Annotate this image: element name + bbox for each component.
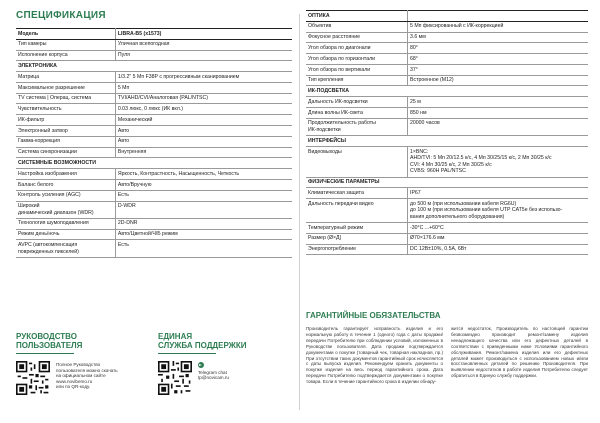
spec-key: Угол обзора по вертикали (306, 64, 408, 75)
spec-row (16, 218, 292, 229)
spec-value: Яркость, Контрастность, Насыщенность, Четкость (115, 169, 292, 180)
manual-text-line: пользователя можно скачать (56, 367, 118, 373)
spec-key (16, 201, 115, 218)
warranty-text-col-1: Производитель гарантирует исправность изделия и его нормальную работу в течение 1 (одного) года с даты продажи/передачи Потребителю при соблюдении условий, изложенных в Руководстве пользователя. Дата продажи подтверждается документами о покупке (товарный чек, товарная накладная, пр.) При отсутствии таких документов гарантийный срок исчисляется с даты выпуска изделия. Рекомендуем хранить документы о покупке изделия на весь период гарантийного срока. Дата передачи Потребителю подтверждается документами о покупке товара. Если в течение гарантийного срока в изделии обнару- (306, 326, 443, 385)
right-column (306, 10, 588, 255)
section-heading: ИК-ПОДСВЕТКА (306, 86, 588, 97)
spec-row (306, 97, 588, 108)
spec-row (16, 229, 292, 240)
spec-value: D-WDR (115, 201, 292, 218)
spec-value: Авто/Вручную (115, 179, 292, 190)
spec-key: TV система | Операц. система (16, 93, 115, 104)
support-title-line: СЛУЖБА ПОДДЕРЖКИ (158, 341, 247, 350)
spec-key: Фокусное расстояние (306, 32, 408, 43)
spec-key: Тип камеры (16, 39, 115, 50)
spec-row (16, 39, 292, 50)
spec-value: 25 м (408, 97, 588, 108)
spec-key: Технология шумоподавления (16, 218, 115, 229)
spec-key: Контроль усиления (AGC) (16, 190, 115, 201)
spec-value-line: до 100 м (при использовании кабеля UTP CAT5e без использо- (410, 207, 563, 214)
spec-row (16, 104, 292, 115)
spec-value: LIBRA-B5 (x1573) (115, 29, 292, 40)
warranty-section (306, 311, 588, 385)
manual-title (16, 332, 146, 350)
spec-row (306, 188, 588, 199)
warranty-title: ГАРАНТИЙНЫЕ ОБЯЗАТЕЛЬСТВА (306, 311, 441, 320)
spec-value: Авто/Цветной/Ч/Б режим (115, 229, 292, 240)
spec-value: TVI/AHD/CVI/Аналоговая (PAL/NTSC) (115, 93, 292, 104)
spec-row (306, 136, 588, 147)
spec-value: 5 Мп фиксированный с ИК-коррекцией (408, 21, 588, 32)
manual-title-line: РУКОВОДСТВО (16, 332, 77, 341)
spec-row (306, 21, 588, 32)
telegram-label: Telegram chat (198, 369, 227, 375)
spec-key: Дальность ИК-подсветки (306, 97, 408, 108)
spec-value: 5 Мп (115, 82, 292, 93)
manual-text-line: или по QR-коду. (56, 384, 91, 390)
manual-title-underline (16, 353, 74, 354)
spec-key-line: динамический диапазон (WDR) (18, 209, 94, 216)
support-title-line: ЕДИНАЯ (158, 332, 193, 341)
spec-key: Объектив (306, 21, 408, 32)
spec-value: 20000 часов (408, 118, 588, 135)
spec-value: Внутренняя (115, 147, 292, 158)
spec-row (16, 158, 292, 169)
spec-row (306, 199, 588, 223)
spec-value: 850 нм (408, 108, 588, 119)
support-qr-code[interactable] (158, 361, 192, 395)
spec-value: Авто (115, 126, 292, 137)
spec-row (16, 82, 292, 93)
spec-value: Механический (115, 115, 292, 126)
spec-key: Электронный затвор (16, 126, 115, 137)
spec-key: Исполнение корпуса (16, 50, 115, 61)
spec-row (16, 50, 292, 61)
support-block (158, 332, 292, 381)
spec-key: Модель (16, 29, 115, 40)
spec-value (408, 199, 588, 223)
manual-text-line: на официальном сайте (56, 373, 106, 379)
spec-value: 68° (408, 54, 588, 65)
spec-row (306, 177, 588, 188)
section-heading: ЭЛЕКТРОНИКА (16, 61, 292, 72)
spec-key: ОПТИКА (306, 11, 408, 22)
spec-key-line: Продолжительность работы (308, 120, 376, 127)
spec-key (16, 240, 115, 257)
spec-key: Климатическая защита (306, 188, 408, 199)
left-spec-table (16, 28, 292, 258)
spec-row (16, 72, 292, 83)
spec-value-line: CVI: 4 Мп 30/25 к/с, 2 Мп 30/25 к/с (410, 161, 492, 168)
spec-value-line: AHD/TVI: 5 Мп 20/12.5 к/с, 4 Мп 30/25/15 к/с, 2 Мп 30/25 к/с (410, 155, 552, 162)
manual-qr-code[interactable] (16, 361, 50, 395)
spec-row (16, 240, 292, 257)
spec-value: -30°C ...+60°C (408, 223, 588, 234)
spec-row (306, 244, 588, 255)
spec-row (16, 147, 292, 158)
spec-value-line: CVBS: 960H PAL/NTSC (410, 168, 466, 175)
spec-key: Тип крепления (306, 75, 408, 86)
spec-value: 37° (408, 64, 588, 75)
spec-key: Энергопотребление (306, 244, 408, 255)
spec-value: 80° (408, 43, 588, 54)
section-heading: ФИЗИЧЕСКИЕ ПАРАМЕТРЫ (306, 177, 588, 188)
spec-key: Угол обзора по диагонали (306, 43, 408, 54)
spec-key: Длина волны ИК-света (306, 108, 408, 119)
spec-value: 1/3.2" 5 Мп F38P с прогрессивным сканированием (115, 72, 292, 83)
spec-row (306, 32, 588, 43)
spec-row (306, 118, 588, 135)
spec-key-line: Широкий (18, 203, 40, 210)
support-contacts (198, 362, 268, 381)
spec-row (306, 223, 588, 234)
section-heading: ИНТЕРФЕЙСЫ (306, 136, 588, 147)
spec-value: 3.6 мм (408, 32, 588, 43)
spec-row (306, 146, 588, 177)
spec-row (306, 233, 588, 244)
spec-key: Гамма-коррекция (16, 136, 115, 147)
spec-row (16, 61, 292, 72)
spec-row (16, 136, 292, 147)
manual-site-link[interactable]: www.novibemo.ru (56, 378, 93, 384)
spec-row (306, 86, 588, 97)
section-heading: СИСТЕМНЫЕ ВОЗМОЖНОСТИ (16, 158, 292, 169)
spec-row (16, 126, 292, 137)
spec-row (16, 179, 292, 190)
spec-key-line: AVPC (автокомпенсация (18, 242, 78, 249)
support-title-underline (158, 353, 216, 354)
spec-value-line: до 500 м (при использовании кабеля RG6U) (410, 200, 517, 207)
spec-key: Угол обзора по горизонтали (306, 54, 408, 65)
spec-key: Система синхронизации (16, 147, 115, 158)
spec-value-line: 1×BNC: (410, 148, 429, 155)
spec-row (16, 93, 292, 104)
spec-key: Максимальное разрешение (16, 82, 115, 93)
spec-row (306, 75, 588, 86)
spec-value: 0.03 люкс, 0 люкс (ИК вкл.) (115, 104, 292, 115)
user-manual-block (16, 332, 146, 390)
spec-key: Баланс белого (16, 179, 115, 190)
support-title (158, 332, 292, 350)
right-spec-table (306, 10, 588, 255)
spec-key (306, 118, 408, 135)
manual-title-line: ПОЛЬЗОВАТЕЛЯ (16, 341, 83, 350)
spec-key: ИК-фильтр (16, 115, 115, 126)
spec-row (16, 29, 292, 40)
spec-key: Размер (Ø×Д) (306, 233, 408, 244)
spec-row (306, 43, 588, 54)
telegram-icon (198, 362, 204, 368)
warranty-text-col-2: жится недостаток, Производитель по настоящей гарантии безвозмездно производит ремонт/замену изделия ненадлежащего качества или его дефектных деталей в соответствии с приведенными ниже Условиями гарантийного обслуживания. Ремонт/замена изделия или его дефектных деталей может производиться с использованием новых и/или восстановленных деталей по решению Производителя. При выявлении недостатков в работе изделия Потребителю следует обратиться в Единую службу поддержки. (451, 326, 588, 379)
spec-key: Температурный режим (306, 223, 408, 234)
spec-value: Ø70×176.6 мм (408, 233, 588, 244)
spec-value: Уличная всепогодная (115, 39, 292, 50)
spec-value-line: вания дополнительного оборудования) (410, 213, 505, 220)
spec-row (16, 169, 292, 180)
spec-row (306, 54, 588, 65)
page-title: СПЕЦИФИКАЦИЯ (16, 10, 106, 21)
spec-key-line: поврежденных пикселей) (18, 248, 79, 255)
spec-key: Настройка изображения (16, 169, 115, 180)
spec-row (16, 201, 292, 218)
spec-key: Дальность передачи видео (306, 199, 408, 223)
spec-value (408, 11, 588, 22)
spec-value: Авто (115, 136, 292, 147)
spec-key-line: ИК-подсветки (308, 127, 341, 133)
left-column (16, 10, 292, 258)
spec-row (306, 108, 588, 119)
spec-value: Есть (115, 240, 292, 257)
column-divider (299, 14, 300, 410)
manual-text-line: Полное Руководство (56, 362, 101, 367)
manual-text (56, 362, 126, 390)
spec-row (16, 115, 292, 126)
spec-value: Есть (115, 190, 292, 201)
spec-value: IP67 (408, 188, 588, 199)
warranty-columns (306, 326, 588, 385)
spec-value: DC 12В±10%, 0.5А, 6Вт (408, 244, 588, 255)
telegram-line[interactable] (198, 362, 268, 375)
spec-row (306, 11, 588, 22)
spec-value: Встроенное (M12) (408, 75, 588, 86)
spec-key: Режим день/ночь (16, 229, 115, 240)
spec-value (408, 146, 588, 177)
spec-row (306, 64, 588, 75)
spec-key: Видеовыходы (306, 146, 408, 177)
support-email[interactable]: tp@novicam.ru (198, 375, 229, 381)
spec-value: Пуля (115, 50, 292, 61)
spec-value: 2D-DNR (115, 218, 292, 229)
spec-key: Матрица (16, 72, 115, 83)
spec-key: Чувствительность (16, 104, 115, 115)
spec-row (16, 190, 292, 201)
